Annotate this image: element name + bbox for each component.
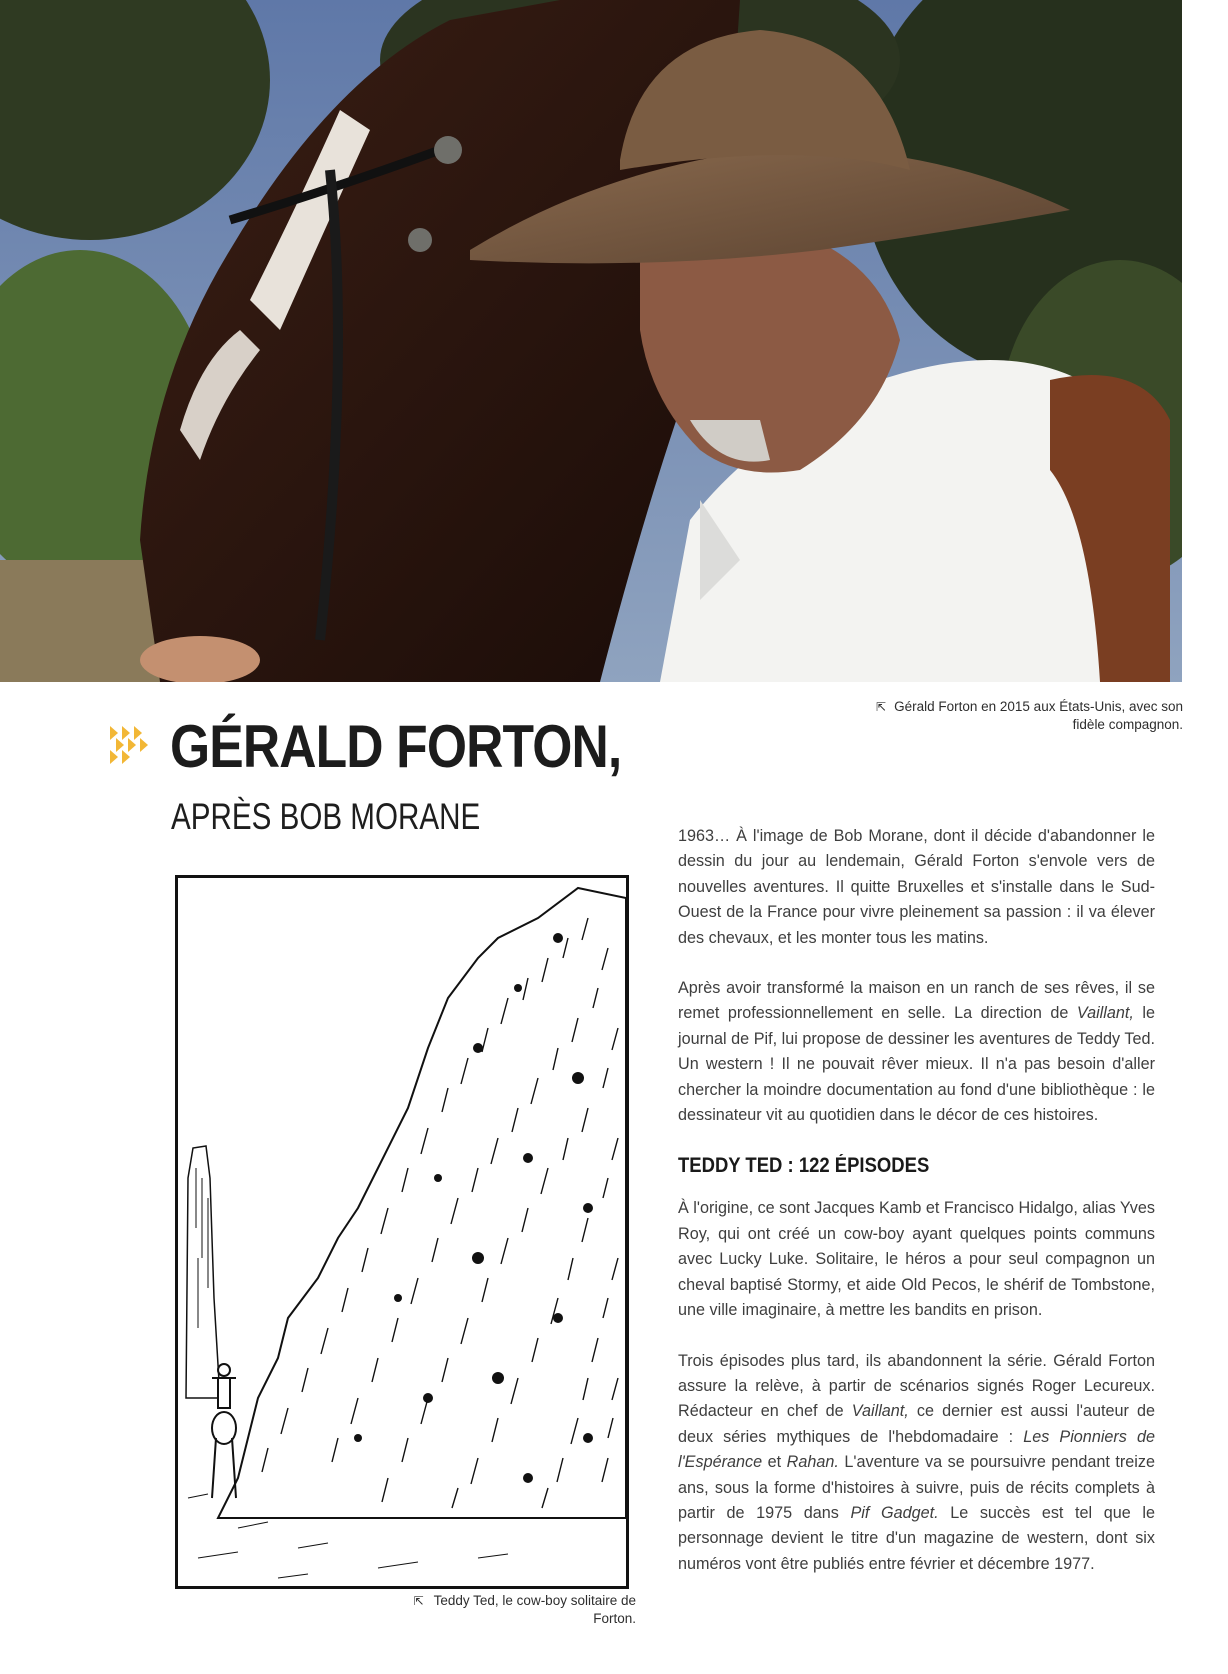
italic-run: Les Pionniers de l'Espérance bbox=[678, 1427, 1155, 1472]
paragraph-2 bbox=[678, 976, 1155, 1128]
illustration-caption bbox=[380, 1592, 636, 1628]
article-subtitle: APRÈS BOB MORANE bbox=[171, 796, 481, 837]
italic-run: Vaillant, bbox=[851, 1402, 909, 1421]
text-run: Trois épisodes plus tard, ils abandonnent la série. Gérald Forton assure la relève, à partir de scénarios signés Roger Lecureux. Rédacteur en chef de bbox=[678, 1351, 1155, 1421]
caption-arrow-icon: ⇱ bbox=[876, 700, 887, 714]
comic-illustration bbox=[175, 875, 629, 1589]
chevrons-icon bbox=[108, 722, 160, 764]
italic-run: Pif Gadget. bbox=[850, 1503, 939, 1522]
section-heading: TEDDY TED : 122 ÉPISODES bbox=[678, 1154, 930, 1178]
photo-caption bbox=[863, 698, 1183, 734]
paragraph-1: 1963… À l'image de Bob Morane, dont il décide d'abandonner le dessin du jour au lendemain, Gérald Forton s'envole vers de nouvelles aventures. Il quitte Bruxelles et s'installe dans le Sud-Ouest de la France pour vivre pleinement sa passion : il va élever des chevaux, et les monter tous les matins. bbox=[678, 827, 1155, 947]
illustration-caption-text: Teddy Ted, le cow-boy solitaire de Forton. bbox=[433, 1593, 636, 1626]
text-run: Le succès est tel que le personnage devient le titre d'un magazine de western, dont six numéros vont être publiés entre février et décembre 1977. bbox=[678, 1503, 1155, 1573]
text-run: et bbox=[762, 1453, 787, 1472]
photo-caption-text: Gérald Forton en 2015 aux États-Unis, avec son fidèle compagnon. bbox=[894, 699, 1183, 732]
paragraph-4 bbox=[678, 1349, 1155, 1578]
caption-arrow-icon: ⇱ bbox=[413, 1594, 424, 1608]
text-run: le journal de Pif, lui propose de dessiner les aventures de Teddy Ted. Un western ! Il ne pouvait rêver mieux. Il n'a pas besoin d'aller chercher la moindre documentation au fond d'une bibliothèque : le dessinateur vit au quotidien dans le décor de ces histoires. bbox=[678, 1004, 1155, 1125]
text-run: ce dernier est aussi l'auteur de deux séries mythiques de l'hebdomadaire : bbox=[678, 1402, 1155, 1446]
paragraph-3: À l'origine, ce sont Jacques Kamb et Francisco Hidalgo, alias Yves Roy, qui ont créé un cow-boy ayant quelques points communs avec Lucky Luke. Solitaire, le héros a pour seul compagnon un cheval baptisé Stormy, et aide Old Pecos, le shérif de Tombstone, une ville imaginaire, à mettre les bandits en prison. bbox=[678, 1199, 1155, 1320]
italic-run: Rahan. bbox=[786, 1453, 839, 1472]
text-run: Après avoir transformé la maison en un ranch de ses rêves, il se remet professionnellement en selle. La direction de bbox=[678, 979, 1155, 1023]
text-run: L'aventure va se poursuivre pendant treize ans, sous la forme d'histoires à suivre, puis de récits complets à partir de 1975 dans bbox=[678, 1453, 1155, 1522]
italic-run: Vaillant, bbox=[1076, 1004, 1134, 1023]
hero-photo bbox=[0, 0, 1182, 682]
article-body bbox=[678, 824, 1155, 1602]
article-title: GÉRALD FORTON, bbox=[170, 713, 622, 780]
